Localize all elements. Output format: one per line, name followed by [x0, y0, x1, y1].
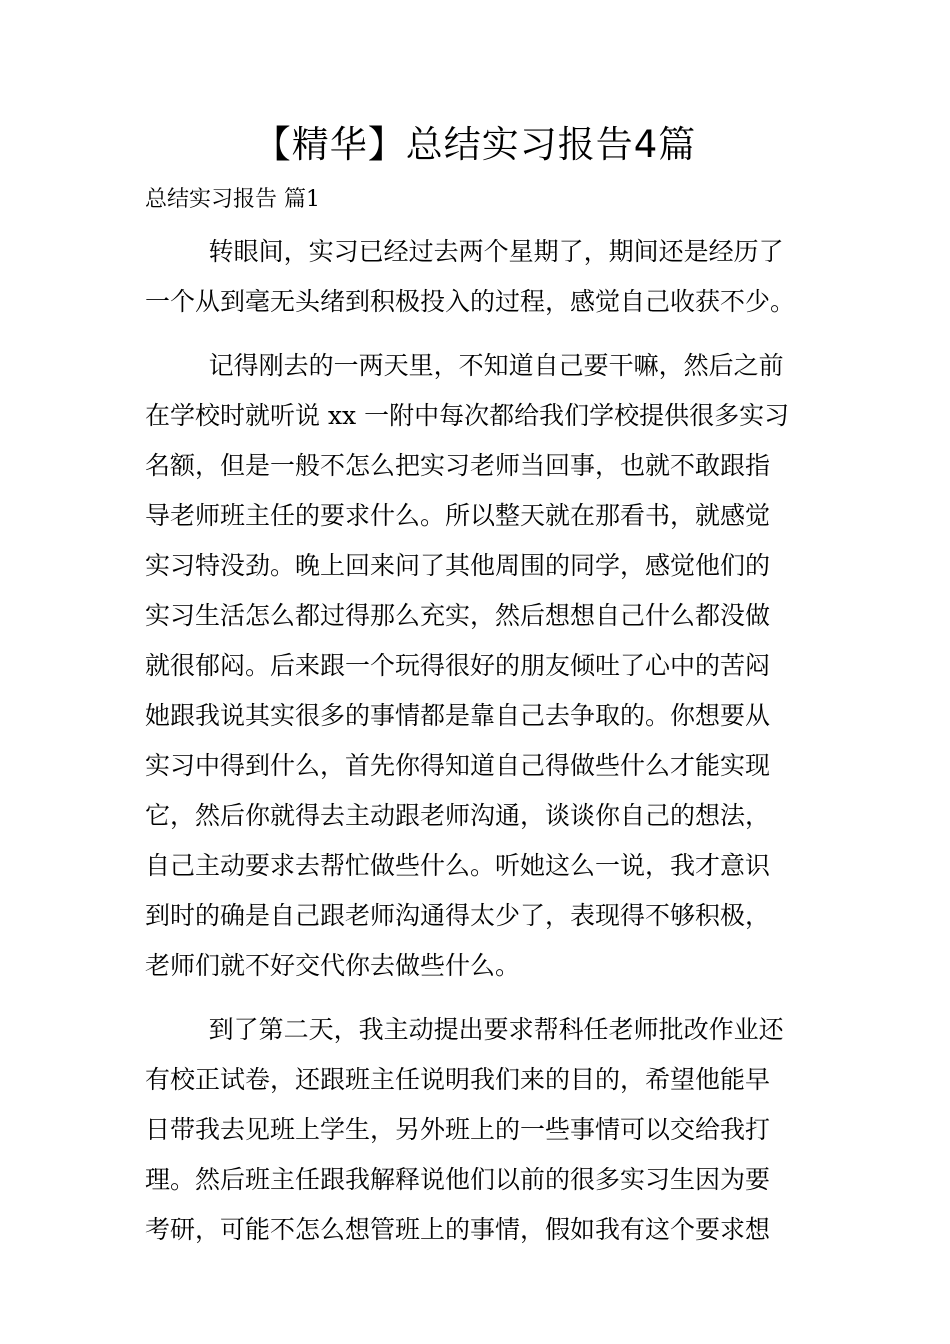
- text-line: 记得刚去的一两天里，不知道自己要干嘛，然后之前: [145, 351, 784, 380]
- section-heading: 总结实习报告 篇1: [145, 187, 320, 212]
- text-line: 就很郁闷。后来跟一个玩得很好的朋友倾吐了心中的苦闷: [145, 651, 771, 680]
- text-line: 理。然后班主任跟我解释说他们以前的很多实习生因为要: [145, 1165, 771, 1194]
- document-title: 【精华】总结实习报告4篇: [253, 123, 697, 166]
- paragraph-1: [145, 227, 807, 327]
- text-line: 在学校时就听说 xx 一附中每次都给我们学校提供很多实习: [145, 401, 790, 430]
- paragraph-2: [145, 341, 807, 991]
- text-line: 到了第二天，我主动提出要求帮科任老师批改作业还: [145, 1015, 784, 1044]
- text-line: 实习特没劲。晚上回来问了其他周围的同学，感觉他们的: [145, 551, 771, 580]
- document-body: [145, 227, 807, 1255]
- text-line: 她跟我说其实很多的事情都是靠自己去争取的。你想要从: [145, 701, 771, 730]
- text-line: 名额，但是一般不怎么把实习老师当回事，也就不敢跟指: [145, 451, 771, 480]
- text-line: 日带我去见班上学生，另外班上的一些事情可以交给我打: [145, 1115, 771, 1144]
- text-line: 考研，可能不怎么想管班上的事情，假如我有这个要求想: [145, 1215, 771, 1244]
- text-line: 实习生活怎么都过得那么充实，然后想想自己什么都没做: [145, 601, 771, 630]
- text-line: 老师们就不好交代你去做些什么。: [145, 951, 521, 980]
- text-line: 有校正试卷，还跟班主任说明我们来的目的，希望他能早: [145, 1065, 771, 1094]
- text-line: 它，然后你就得去主动跟老师沟通，谈谈你自己的想法，: [145, 801, 771, 830]
- text-line: 实习中得到什么，首先你得知道自己得做些什么才能实现: [145, 751, 771, 780]
- text-line: 转眼间，实习已经过去两个星期了，期间还是经历了: [145, 237, 784, 266]
- text-line: 自己主动要求去帮忙做些什么。听她这么一说，我才意识: [145, 851, 771, 880]
- text-line: 导老师班主任的要求什么。所以整天就在那看书，就感觉: [145, 501, 771, 530]
- text-line: 一个从到毫无头绪到积极投入的过程，感觉自己收获不少。: [145, 287, 796, 316]
- text-line: 到时的确是自己跟老师沟通得太少了，表现得不够积极，: [145, 901, 771, 930]
- paragraph-3: [145, 1005, 807, 1255]
